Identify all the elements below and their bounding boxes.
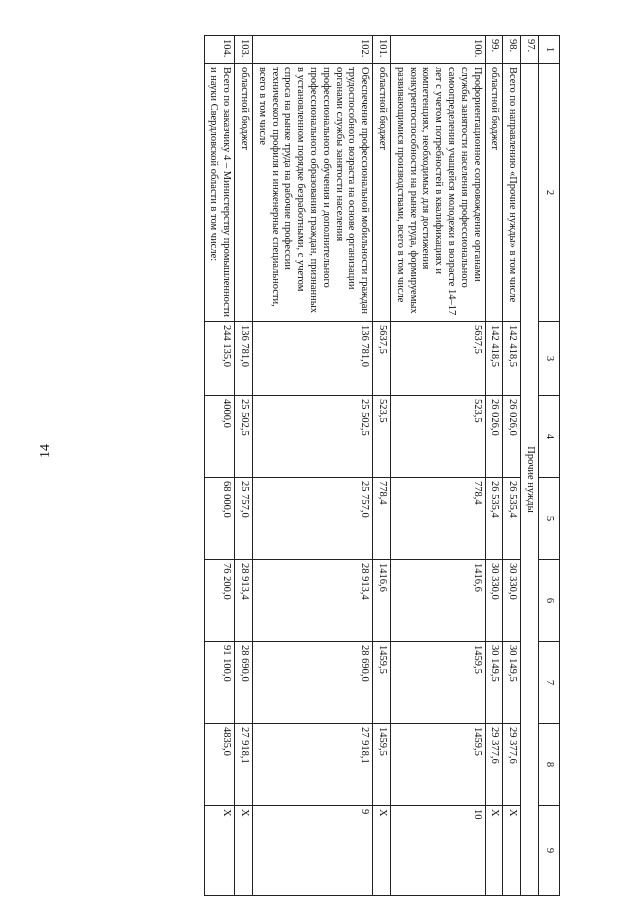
row-number: 100.	[391, 36, 486, 64]
cell-c5: 25 757,0	[253, 478, 373, 560]
column-header: 7	[539, 642, 560, 724]
cell-c4: 26 026,0	[503, 396, 521, 478]
cell-c9: 10	[391, 806, 486, 896]
column-header: 5	[539, 478, 560, 560]
page-number: 14	[38, 444, 53, 458]
cell-c9: X	[235, 806, 253, 896]
cell-c7: 30 149,5	[485, 642, 503, 724]
cell-c9: 9	[253, 806, 373, 896]
cell-c3: 136 781,0	[253, 322, 373, 396]
table-row	[373, 36, 391, 896]
cell-c6: 28 913,4	[235, 560, 253, 642]
cell-c5: 26 535,4	[485, 478, 503, 560]
column-header: 1	[539, 36, 560, 64]
section-row	[521, 36, 539, 896]
cell-c7: 30 149,5	[503, 642, 521, 724]
cell-c3: 5637,5	[373, 322, 391, 396]
cell-c3: 244 135,0	[204, 322, 235, 396]
row-name: областной бюджет	[373, 64, 391, 322]
cell-c6: 1416,6	[373, 560, 391, 642]
cell-c6: 1416,6	[391, 560, 486, 642]
cell-c7: 1459,5	[373, 642, 391, 724]
cell-c9: X	[503, 806, 521, 896]
cell-c4: 523,5	[391, 396, 486, 478]
section-title: Прочие нужды	[521, 64, 539, 896]
cell-c8: 29 377,6	[503, 724, 521, 806]
cell-c4: 26 026,0	[485, 396, 503, 478]
column-header: 3	[539, 322, 560, 396]
cell-c6: 30 330,0	[485, 560, 503, 642]
header-row	[539, 36, 560, 896]
row-number: 103.	[235, 36, 253, 64]
cell-c3: 136 781,0	[235, 322, 253, 396]
cell-c9: X	[204, 806, 235, 896]
row-name: Обеспечение профессиональной мобильности граждан трудоспособного возраста на основе организации органами службы занятости населения профессионального обучения и дополнительного профессионального образования граждан, признанных в установленном порядке безработными, с учетом спроса на рынке труда на рабочие профессии технического профиля и инженерные специальности, всего в том числе	[253, 64, 373, 322]
row-name: Всего по направлению «Прочие нужды» в том числе	[503, 64, 521, 322]
cell-c6: 30 330,0	[503, 560, 521, 642]
row-number: 102.	[253, 36, 373, 64]
row-name: областной бюджет	[485, 64, 503, 322]
row-number: 99.	[485, 36, 503, 64]
cell-c6: 76 200,0	[204, 560, 235, 642]
cell-c5: 26 535,4	[503, 478, 521, 560]
row-name: областной бюджет	[235, 64, 253, 322]
cell-c5: 68 000,0	[204, 478, 235, 560]
cell-c6: 28 913,4	[253, 560, 373, 642]
table-row	[204, 36, 235, 896]
budget-table	[204, 35, 560, 896]
row-number: 104.	[204, 36, 235, 64]
cell-c7: 28 690,0	[235, 642, 253, 724]
cell-c7: 1459,5	[391, 642, 486, 724]
cell-c3: 5637,5	[391, 322, 486, 396]
column-header: 8	[539, 724, 560, 806]
cell-c8: 27 918,1	[253, 724, 373, 806]
cell-c9: X	[373, 806, 391, 896]
cell-c9: X	[485, 806, 503, 896]
cell-c8: 4835,0	[204, 724, 235, 806]
cell-c3: 142 418,5	[485, 322, 503, 396]
table-row	[235, 36, 253, 896]
cell-c8: 1459,5	[391, 724, 486, 806]
column-header: 4	[539, 396, 560, 478]
row-name: Всего по заказчику 4 – Министерству промышленности и науки Свердловской области в том числе:	[204, 64, 235, 322]
row-number: 97.	[521, 36, 539, 64]
table-row	[253, 36, 373, 896]
cell-c4: 523,5	[373, 396, 391, 478]
cell-c7: 28 690,0	[253, 642, 373, 724]
column-header: 9	[539, 806, 560, 896]
cell-c4: 25 502,5	[235, 396, 253, 478]
table-row	[503, 36, 521, 896]
cell-c8: 27 918,1	[235, 724, 253, 806]
column-header: 6	[539, 560, 560, 642]
cell-c5: 778,4	[373, 478, 391, 560]
cell-c5: 25 757,0	[235, 478, 253, 560]
rotated-page	[0, 35, 560, 905]
row-number: 101.	[373, 36, 391, 64]
table-row	[485, 36, 503, 896]
cell-c5: 778,4	[391, 478, 486, 560]
cell-c4: 25 502,5	[253, 396, 373, 478]
row-name: Профориентационное сопровождение органами службы занятости населения профессионального самоопределения учащейся молодежи в возрасте 14–17 лет с учетом потребностей в квалификациях и компетенциях, необходимых для достижения конкурентоспособности на рынке труда, формируемых развивающимися производствами, всего в том числе	[391, 64, 486, 322]
column-header: 2	[539, 64, 560, 322]
cell-c7: 91 100,0	[204, 642, 235, 724]
table-row	[391, 36, 486, 896]
cell-c8: 29 377,6	[485, 724, 503, 806]
row-number: 98.	[503, 36, 521, 64]
cell-c8: 1459,5	[373, 724, 391, 806]
cell-c3: 142 418,5	[503, 322, 521, 396]
cell-c4: 4000,0	[204, 396, 235, 478]
